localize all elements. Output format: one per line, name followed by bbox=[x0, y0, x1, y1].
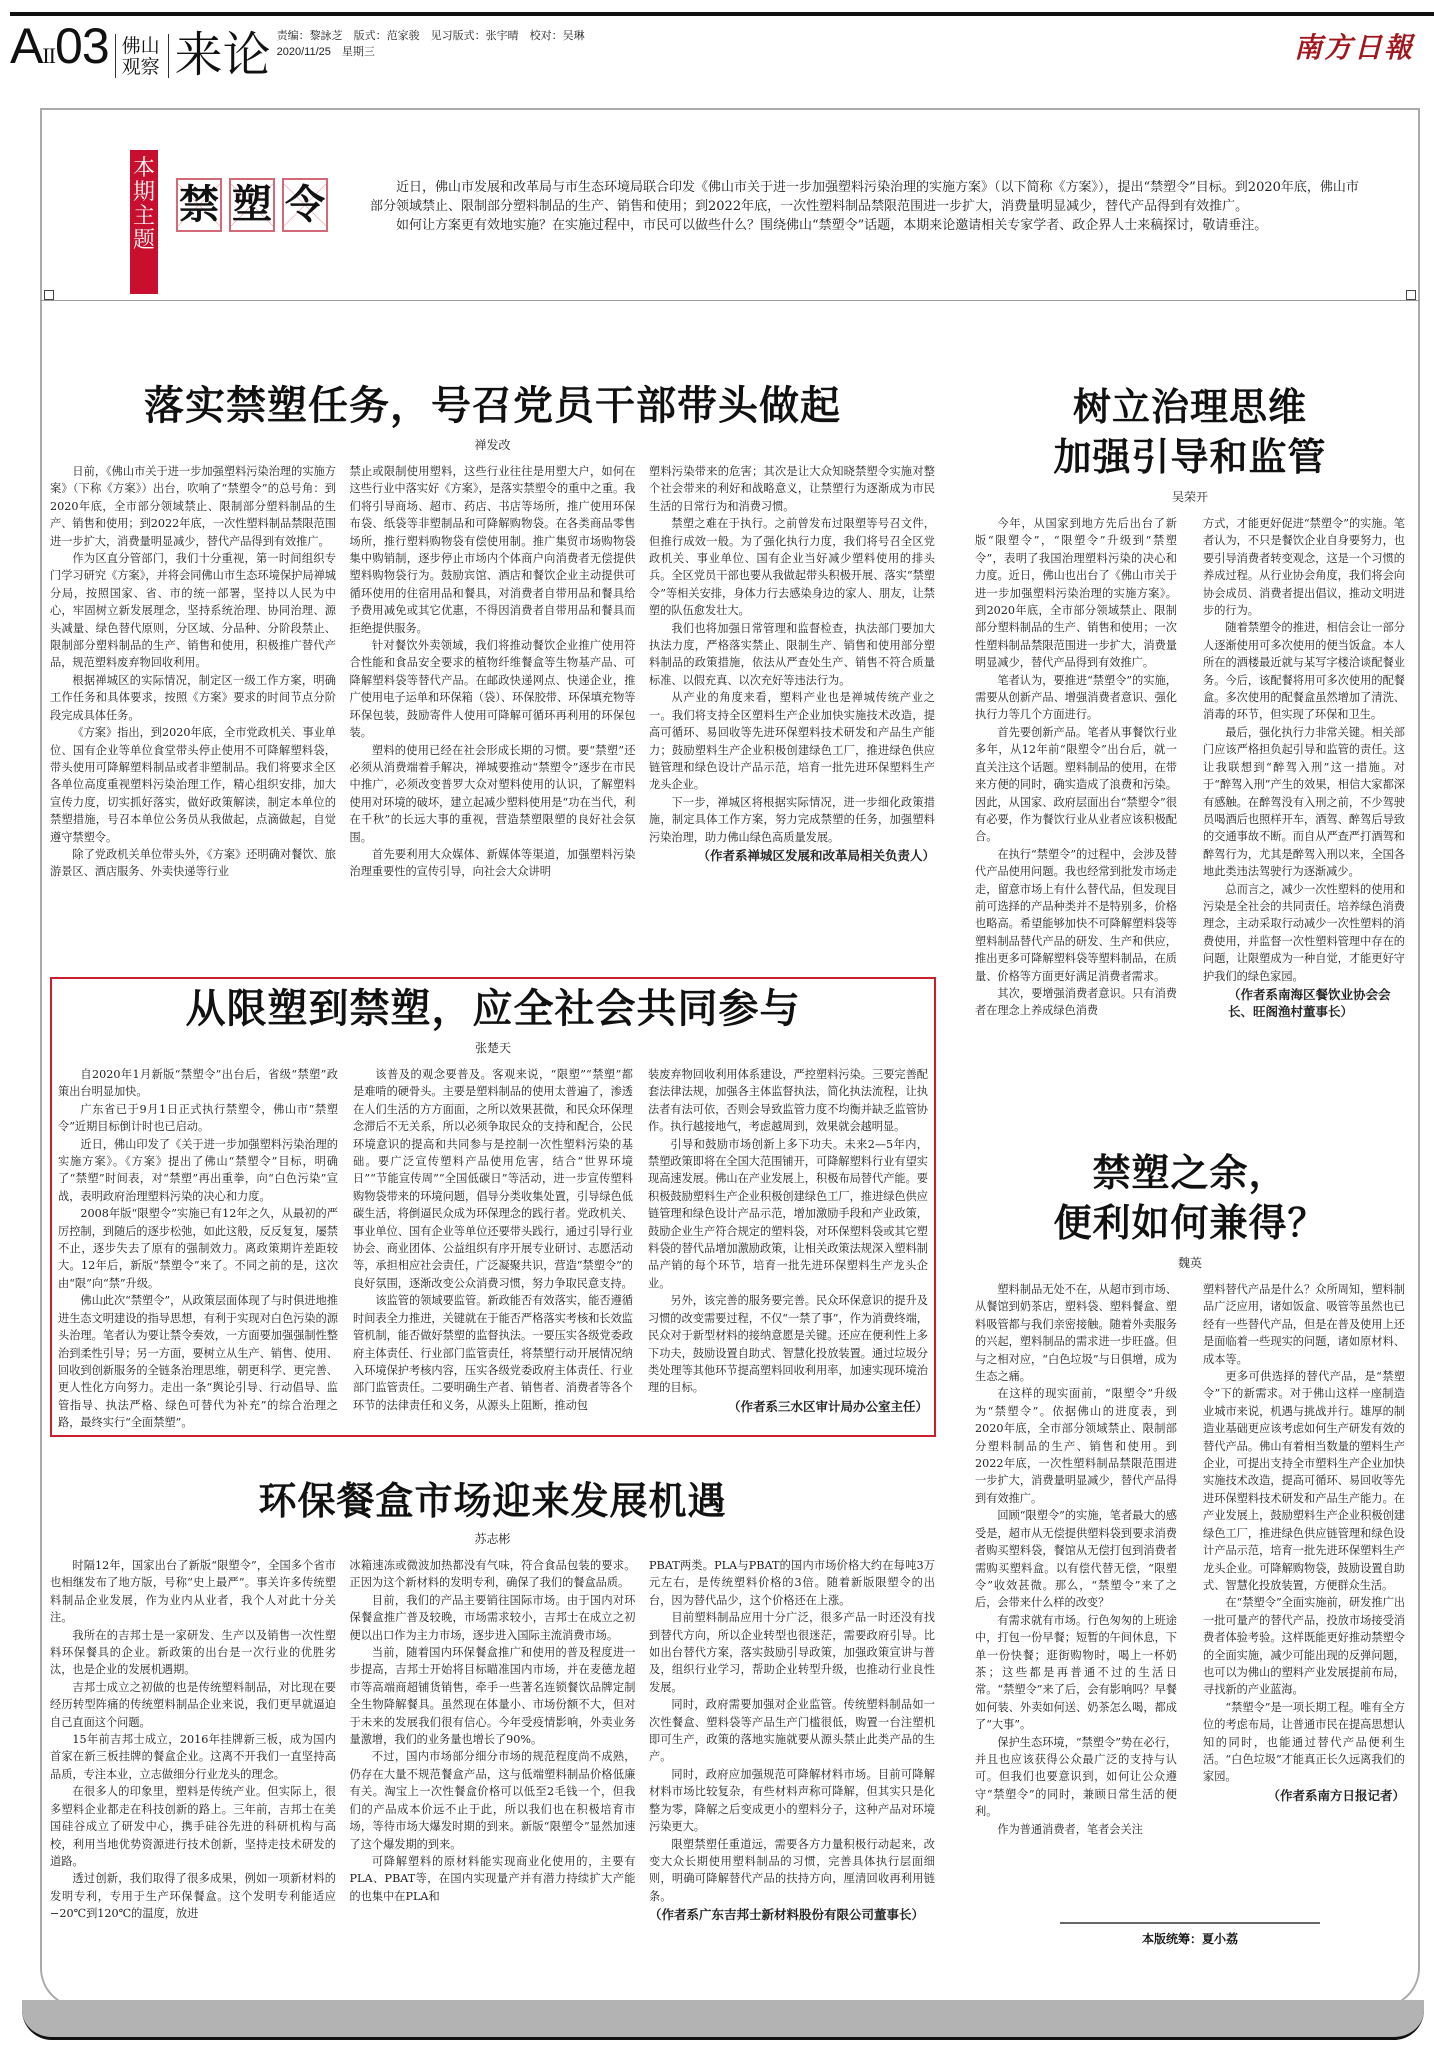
article-paragraph: 我们也将加强日常管理和监督检查，执法部门要加大执法力度，严格落实禁止、限制生产、销售和使用部分塑料制品的政策措施，依法从严查处生产、销售不符合质量标准、以假充真、以次充好等违法行为。 bbox=[649, 621, 935, 687]
article-paragraph: 在“禁塑令”全面实施前，研发推广出一批可量产的替代产品，投放市场接受消费者体验考验。这样既能更好推动禁塑令的全面实施，减少可能出现的反弹问题，也可以为佛山的塑料产业发展提前布局，寻找新的产业蓝海。 bbox=[1203, 1596, 1405, 1697]
article-paragraph: 从产业的角度来看，塑料产业也是禅城传统产业之一。我们将支持全区塑料生产企业加快实施技术改造，提高可循环、易回收等先进环保塑料技术研发和产品生产能力；鼓励塑料生产企业积极创建绿色工厂，推进绿色供应链管理和绿色设计产品示范，培育一批先进环保塑料生产龙头企业。 bbox=[649, 691, 935, 792]
article-author: 吴荣开 bbox=[1171, 490, 1208, 504]
article-paragraph: 近日，佛山印发了《关于进一步加强塑料污染治理的实施方案》。《方案》提出了佛山“禁塑令”目标，明确了“禁塑”时间表，对“禁塑”再出重拳，向“白色污染”宣战，表明政府治理塑料污染的决心和力度。 bbox=[58, 1137, 338, 1203]
article-paragraph: 今年，从国家到地方先后出台了新版“限塑令”，“限塑令”升级到“禁塑令”，表明了我国治理塑料污染的决心和力度。近日，佛山也出台了《佛山市关于进一步加强塑料污染治理的实施方案》。到2020年底，全市部分领域禁止、限制部分塑料制品的生产、销售和使用；一次性塑料制品禁限范围进一步扩大，消费量明显减少，替代产品得到有效推广。 bbox=[975, 517, 1177, 670]
article-paragraph: 随着禁塑令的推进，相信会让一部分人逐渐使用可多次使用的便当饭盒。本人所在的酒楼最近就与某写字楼洽谈配餐业务。今后，该配餐将用可多次使用的配餐盒。多次使用的配餐盒虽然增加了清洗、消毒的环节，但实现了环保和卫生。 bbox=[1203, 621, 1405, 722]
article-paragraph: 根据禅城区的实际情况，制定区一级工作方案，明确工作任务和具体要求，按照《方案》要求的时间节点分阶段完成具体任务。 bbox=[50, 673, 336, 722]
topic-char: 塑 bbox=[229, 178, 275, 232]
article-column bbox=[350, 1557, 636, 1925]
article-paragraph: 自2020年1月新版“禁塑令”出台后，省级“禁塑”政策出台明显加快。 bbox=[58, 1068, 338, 1099]
page-header bbox=[10, 18, 585, 82]
corner-ornament-icon bbox=[44, 290, 54, 300]
article-paragraph: “禁塑令”是一项长期工程。唯有全方位的考虑布局，让普通市民在提高思想认知的同时，也能通过替代产品便利生活。“白色垃圾”才能真正长久远离我们的家园。 bbox=[1203, 1700, 1405, 1784]
article-column bbox=[1203, 1281, 1405, 1838]
article-paragraph: 禁塑之余， bbox=[1092, 1150, 1288, 1195]
page-number bbox=[10, 20, 109, 82]
article-paragraph: 禁塑之难在于执行。之前曾发布过限塑等号召文件，但推行成效一般。为了强化执行力度，我们将号召全区党政机关、事业单位、国有企业当好减少塑料使用的排头兵。全区党员干部也要从我做起带头积极开展、落实“禁塑令”等相关安排，身体力行去感染身边的家人、朋友，让禁塑的队伍愈发壮大。 bbox=[649, 517, 935, 618]
article-paragraph: 当前，随着国内环保餐盒推广和使用的普及程度进一步提高，吉邦士开始将目标瞄准国内市场，并在麦德龙超市等高端商超铺货销售，牵手一些著名连锁餐饮品牌定制全生物降解餐具。虽然现在体量小、市场份额不大，但对于未来的发展我们很有信心。今年受疫情影响，外卖业务量激增，我们的业务量也增长了90%。 bbox=[349, 1646, 636, 1747]
article-column bbox=[353, 1066, 633, 1430]
article-3 bbox=[58, 985, 928, 1430]
article-paragraph: 下一步，禅城区将根据实际情况，进一步细化政策措施，制定具体工作方案，努力完成禁塑的任务，加强塑料污染治理，助力佛山绿色高质量发展。 bbox=[649, 795, 935, 844]
intro-paragraph: 如何让方案更有效地实施？在实施过程中，市民可以做些什么？围绕佛山“禁塑令”话题，本期来论邀请相关专家学者、政企界人士来稿探讨，敬请垂注。 bbox=[396, 218, 1268, 233]
article-column bbox=[649, 463, 935, 881]
article-paragraph: 塑料的使用已经在社会形成长期的习惯。要“禁塑”还必须从消费端着手解决，禅城要推动“禁塑令”逐步在市民中推广，必须改变普罗大众对塑料使用的认识，了解塑料使用对环境的破坏，建立起减少塑料使用是“功在当代，利在千秋”的长远大事的重视，营造禁塑限塑的良好社会氛围。 bbox=[349, 743, 636, 844]
header-divider bbox=[168, 34, 169, 78]
article-paragraph: 日前，《佛山市关于进一步加强塑料污染治理的实施方案》（下称《方案》）出台，吹响了“禁塑令”的总号角：到2020年底，全市部分领域禁止、限制部分塑料制品的生产、销售和使用；到2022年底，一次性塑料制品禁限范围进一步扩大，消费量明显减少，替代产品得到有效推广。 bbox=[50, 465, 336, 548]
topic-intro bbox=[370, 178, 1360, 235]
newspaper-logo: 南方日報 bbox=[1293, 31, 1414, 64]
article-paragraph: 佛山此次“禁塑令”，从政策层面体现了与时俱进地推进生态文明建设的指导思想，有利于实现对白色污染的源头治理。笔者认为要让禁令奏效，一方面要加强强制性整治到柔性引导；另一方面，要树立从生产、销售、使用、回收到创新服务的全链条治理思维，朝更科学、更完善、更人性化方向努力。走出一条“舆论引导、行动倡导、监管指导、执法严格、绿色可替代为补充”的综合治理之路，最终实行“全面禁塑”。 bbox=[58, 1294, 338, 1430]
article-paragraph: 同时，政府应加强规范可降解材料市场。目前可降解材料市场比较复杂，有些材料声称可降解，但其实只是化整为零，降解之后变成更小的塑料分子，这种产品对环境污染更大。 bbox=[649, 1767, 935, 1834]
article-paragraph: 观察 bbox=[121, 57, 160, 78]
article-paragraph: 冰箱速冻或微波加热都没有气味，符合食品包装的要求。正因为这个新材料的发明专利，确保了我们的餐盒品质。 bbox=[349, 1559, 636, 1590]
article-column bbox=[648, 1066, 928, 1430]
article-paragraph: 笔者认为，要推进“禁塑令”的实施，需要从创新产品、增强消费者意识、强化执行力等几个方面进行。 bbox=[975, 673, 1177, 722]
article-title bbox=[975, 382, 1405, 482]
article-paragraph: 针对餐饮外卖领域，我们将推动餐饮企业推广使用符合性能和食品安全要求的植物纤维餐盒等生物基产品、可降解塑料袋等替代产品。在邮政快递网点、快递企业，推广使用电子运单和环保箱（袋）、环保胶带、环保填充物等环保包装，鼓励寄件人使用可降解可循环再利用的环保包装。 bbox=[349, 639, 636, 740]
author-note: （作者系南方日报记者） bbox=[1267, 1788, 1405, 1803]
article-paragraph: 首先要创新产品。笔者从事餐饮行业多年，从12年前“限塑令”出台后，就一直关注这个话题。塑料制品的使用，在带来方便的同时，确实造成了浪费和污染。因此，从国家、政府层面出台“禁塑令”很有必要，作为餐饮行业从业者应该积极配合。 bbox=[975, 725, 1177, 844]
article-paragraph: 目前，我们的产品主要销往国际市场。由于国内对环保餐盒推广普及较晚，市场需求较小，吉邦士在成立之初便以出口作为主力市场，逐步进入国际主流消费市场。 bbox=[349, 1593, 636, 1642]
article-paragraph: 15年前吉邦士成立，2016年挂牌新三板，成为国内首家在新三板挂牌的餐盒企业。这离不开我们一直坚持高品质，专注本业，立志做细分行业龙头的理念。 bbox=[50, 1733, 336, 1781]
section-name bbox=[122, 36, 162, 78]
article-paragraph: 树立治理思维 bbox=[1072, 384, 1307, 429]
article-paragraph: 限塑禁塑任重道远，需要各方力量积极行动起来，改变大众长期使用塑料制品的习惯，完善具体执行层面细则，明确可降解替代产品的扶持方向，厘清回收再利用链条。 bbox=[649, 1837, 935, 1903]
article-paragraph: 加强引导和监管 bbox=[1053, 434, 1327, 479]
article-paragraph: 透过创新，我们取得了很多成果，例如一项新材料的发明专利，专用于生产环保餐盒。这个发明专利能适应−20℃到120℃的温度，放进 bbox=[50, 1872, 336, 1921]
masthead-rule bbox=[10, 12, 1434, 16]
article-title: 从限塑到禁塑，应全社会共同参与 bbox=[185, 985, 801, 1032]
article-paragraph: 作为区直分管部门，我们十分重视，第一时间组织专门学习研究《方案》，并将会同佛山市生态环境保护局禅城分局，按照国家、省、市的统一部署，坚持以人民为中心，牢固树立新发展理念，坚持系统治理、协同治理、源头减量、绿色替代原则，分区域、分品种、分阶段禁止、限制部分塑料制品的生产、销售和使用，积极推广替代产品，规范塑料废弃物回收利用。 bbox=[50, 552, 336, 670]
article-paragraph: PBAT两类。PLA与PBAT的国内市场价格大约在每吨3万元左右，是传统塑料价格的3倍。随着新版限塑令的出台，因为替代品少，这个价格还在上涨。 bbox=[649, 1559, 935, 1607]
article-column bbox=[1203, 515, 1405, 1022]
article-title: 落实禁塑任务，号召党员干部带头做起 bbox=[144, 382, 841, 429]
article-column bbox=[975, 515, 1177, 1022]
article-paragraph: 塑料污染带来的危害；其次是让大众知晓禁塑令实施对整个社会带来的利好和战略意义，让禁塑行为逐渐成为市民生活的日常行为和消费习惯。 bbox=[649, 465, 935, 513]
intro-paragraph: 近日，佛山市发展和改革局与市生态环境局联合印发《佛山市关于进一步加强塑料污染治理的实施方案》（以下简称《方案》），提出“禁塑令”目标。到2020年底，佛山市部分领域禁止、限制部分塑料制品的生产、销售和使用；到2022年底，一次性塑料制品禁限范围进一步扩大，消费量明显减少，替代产品得到有效推广。 bbox=[370, 180, 1359, 214]
article-paragraph: 在这样的现实面前，“限塑令”升级为“禁塑令”。依据佛山的进度表，到2020年底，全市部分领域禁止、限制部分塑料制品的生产、销售和使用。到2022年底，一次性塑料制品禁限范围进一步扩大，消费量明显减少，替代产品得到有效推广。 bbox=[975, 1387, 1177, 1505]
article-author: 张楚天 bbox=[474, 1041, 511, 1055]
article-paragraph: 在执行“禁塑令”的过程中，会涉及替代产品使用问题。我也经常到批发市场走走，留意市场上有什么替代品，但发现目前可选择的产品种类并不是特别多，价格也略高。希望能够加快不可降解塑料袋等塑料制品替代产品的研发、生产和供应，推出更多可降解塑料袋等塑料制品，在质量、价格等方面更好满足消费者需求。 bbox=[975, 847, 1177, 983]
article-paragraph: 最后，强化执行力非常关键。相关部门应该严格担负起引导和监管的责任。这让我联想到“醉驾入刑”这一措施。对于“醉驾入刑”产生的效果，相信大家都深有感触。在醉驾没有入刑之前，不少驾驶员喝酒后也照样开车，酒驾、醉驾后导致的交通事故不断。而自从严查严打酒驾和醉驾行为，尤其是醉驾入刑以来，全国各地此类违法驾驶行为逐渐减少。 bbox=[1203, 725, 1405, 879]
topic-char: 令 bbox=[282, 178, 328, 232]
article-paragraph: 该监管的领域要监管。新政能否有效落实，能否遵循时间表全力推进，关键就在于能否严格落实考核和长效监管机制，能否做好禁塑的监督执法。一要压实各级党委政府主体责任、行业部门监管责任，将禁塑行动开展情况纳入环境保护考核内容，压实各级党委政府主体责任、行业部门监管责任。二要明确生产者、销售者、消费者等各个环节的法律责任和义务，从源头上阻断，推动包 bbox=[353, 1294, 633, 1412]
topic-char: 禁 bbox=[176, 178, 222, 232]
article-paragraph: 方式，才能更好促进“禁塑令”的实施。笔者认为，不只是餐饮企业自身要努力，也要引导消费者转变观念，这是一个习惯的养成过程。从行业协会角度，我们将会向协会成员、消费者提出倡议，推动文明进步的行为。 bbox=[1203, 517, 1405, 618]
article-paragraph: 塑料替代产品是什么？众所周知，塑料制品广泛应用，诸如饭盒、吸管等虽然也已经有一些替代产品，但是在普及使用上还是面临着一些现实的问题，诸如原材料、成本等。 bbox=[1203, 1283, 1405, 1366]
author-note: （作者系广东吉邦士新材料股份有限公司董事长） bbox=[649, 1908, 925, 1923]
article-column bbox=[50, 1557, 336, 1925]
article-paragraph: 《方案》指出，到2020年底，全市党政机关、事业单位、国有企业等单位食堂带头停止使用不可降解塑料袋，带头使用可降解塑料制品或者非塑制品。我们将要求全区各单位高度重视塑料污染治理工作，精心组织安排，加大宣传力度，切实抓好落实，做好政策解读，制定本单位的禁塑措施，号召本单位公务员从我做起，点滴做起，自觉遵守禁塑令。 bbox=[50, 726, 336, 844]
column-name: 来论 bbox=[174, 29, 271, 82]
article-paragraph: 更多可供选择的替代产品，是“禁塑令”下的新需求。对于佛山这样一座制造业城市来说，机遇与挑战并行。雄厚的制造业基础更应该考虑如何生产研发有效的替代产品。佛山有着相当数量的塑料生产企业，可提出支持全市塑料生产企业加快实施技术改造，提高可循环、易回收等先进环保塑料技术研发和产品生产能力。在产业发展上，鼓励塑料生产企业积极创建绿色工厂，推进绿色供应链管理和绿色设计产品示范，培育一批先进环保塑料生产龙头企业。可降解购物袋，鼓励设置自助式、智慧化投放装置，方便群众生活。 bbox=[1203, 1370, 1405, 1592]
author-note: （作者系三水区审计局办公室主任） bbox=[727, 1399, 928, 1414]
article-paragraph: 另外，该完善的服务要完善。民众环保意识的提升及习惯的改变需要过程，不仅“一禁了事”，作为消费终端，民众对于新型材料的接纳意愿是关键。还应在便利性上多下功夫，鼓励设置自助式、智慧化投放装置。通过垃圾分类处理等其他环节提高塑料回收利用率，加速实现环境治理的目标。 bbox=[648, 1294, 928, 1395]
article-paragraph: 保护生态环境，“禁塑令”势在必行，并且也应该获得公众最广泛的支持与认可。但我们也要意识到，如何让公众遵守“禁塑令”的同时，兼顾日常生活的便利。 bbox=[975, 1735, 1177, 1819]
author-note: （作者系南海区餐饮业协会会长、旺阁渔村董事长） bbox=[1228, 987, 1391, 1020]
article-paragraph: 在很多人的印象里，塑料是传统产业。但实际上，很多塑料企业都走在科技创新的路上。三年前，吉邦士在美国硅谷成立了研发中心，携手硅谷先进的科研机构与高校，利用当地优势资源进行技术创新，坚持走技术研发的道路。 bbox=[50, 1785, 336, 1868]
article-5 bbox=[50, 1478, 935, 1993]
article-title: 环保餐盒市场迎来发展机遇 bbox=[258, 1478, 727, 1523]
article-paragraph: 03 bbox=[55, 18, 109, 74]
article-paragraph: 禁止或限制使用塑料，这些行业往往是用塑大户，如何在这些行业中落实好《方案》，是落实禁塑令的重中之重。我们将引导商场、超市、药店、书店等场所，推广使用环保布袋、纸袋等非塑制品和可降解购物袋。在各类商品零售场所，推行塑料购物袋有偿使用制。推广集贸市场购物袋集中购销制，逐步停止市场内个体商户向消费者无偿提供塑料购物袋行为。鼓励宾馆、酒店和餐饮企业主动提供可循环使用的住宿用品和餐具，对消费者自带用品和餐具给予费用减免或其它优惠，不得因消费者自带用品和餐具而拒绝提供服务。 bbox=[349, 465, 636, 635]
article-paragraph: 我所在的吉邦士是一家研发、生产以及销售一次性塑料环保餐具的企业。新政策的出台是一次行业的优胜劣汰，也是企业的发展机遇期。 bbox=[50, 1628, 336, 1677]
article-paragraph: 引导和鼓励市场创新上多下功夫。未来2—5年内，禁塑政策即将在全国大范围铺开，可降解塑料行业有望实现高速发展。佛山在产业发展上，积极布局替代产能。要积极鼓励塑料生产企业积极创建绿色工厂，推进绿色供应链管理和绿色设计产品示范，增加激励手段和产业政策，鼓励企业生产符合规定的塑料袋，对环保塑料袋或其它塑料袋的替代品增加激励政策，让相关政策法规深入塑料制品产销的每个环节，培育一批先进环保塑料生产龙头企业。 bbox=[648, 1137, 928, 1290]
article-paragraph: 回顾“限塑令”的实施，笔者最大的感受是，超市从无偿提供塑料袋到要求消费者购买塑料袋，餐馆从无偿打包到消费者需购买塑料盒。以有偿代替无偿，“限塑令”收效甚微。那么，“禁塑令”来了之后，会带来什么样的改变？ bbox=[975, 1509, 1177, 1610]
page-meta bbox=[277, 28, 585, 60]
article-title bbox=[975, 1148, 1405, 1248]
article-paragraph: 目前塑料制品应用十分广泛，很多产品一时还没有找到替代方向，所以企业转型也很迷茫，需要政府引导。比如出台替代方案，落实鼓励引导政策，加强政策宣讲与普及，组织行业学习，帮助企业转型升级，也推动行业良性发展。 bbox=[649, 1611, 935, 1694]
article-paragraph: 有需求就有市场。行色匆匆的上班途中，打包一份早餐；短暂的午间休息，下单一份快餐；逛街购物时，喝上一杯奶茶；这些都是再普通不过的生活日常。“禁塑令”来了后，会有影响吗？早餐如何装、外卖如何送、奶茶怎么喝，都成了“大事”。 bbox=[975, 1613, 1177, 1732]
topic-label: 本期主题 bbox=[130, 150, 158, 294]
article-paragraph: A bbox=[10, 18, 43, 74]
article-paragraph: 佛山 bbox=[121, 36, 160, 57]
article-1 bbox=[50, 382, 935, 967]
article-paragraph: 该普及的观念要普及。客观来说，“限塑”“禁塑”都是难啃的硬骨头。主要是塑料制品的使用太普遍了，渗透在人们生活的方方面面，之所以效果甚微，和民众环保理念滞后不无关系，所以必须争取民众的支持和配合，公民环境意识的提高和共同参与是控制一次性塑料污染的基础。要广泛宣传塑料产品使用危害，结合“世界环境日”“节能宣传周”“全国低碳日”等活动，进一步宣传塑料购物袋带来的环境问题，倡导分类收集处置，引导绿色低碳生活，将倒逼民众成为环保理念的践行者。党政机关、事业单位、国有企业等单位还要带头践行，通过引导行业协会、商业团体、公益组织有序开展专业研讨、志愿活动等，承担相应社会责任，广泛凝聚共识，营造“禁塑令”的良好氛围，逐渐改变公众消费习惯，努力争取民意支持。 bbox=[353, 1068, 633, 1290]
article-paragraph: 塑料制品无处不在，从超市到市场、从餐馆到奶茶店，塑料袋、塑料餐盒、塑料吸管都与我们亲密接触。随着外卖服务的兴起，塑料制品的需求进一步旺盛。但与之相对应，“白色垃圾”与日俱增，成为生态之痛。 bbox=[975, 1283, 1177, 1384]
page-coordinator: 本版统筹：夏小荔 bbox=[1060, 1922, 1320, 1947]
intro-divider bbox=[40, 300, 1420, 301]
author-note: （作者系禅城区发展和改革局相关负责人） bbox=[697, 848, 935, 863]
article-paragraph: 不过，国内市场部分细分市场的规范程度尚不成熟，仍存在大量不规范餐盒产品，这与低端塑料制品价格低廉有关。淘宝上一次性餐盒价格可以低至2毛钱一个，但我们的产品成本价远不止于此，所以我们也在积极培育市场，等待市场大爆发时期的到来。新版“限塑令”显然加速了这个爆发期的到来。 bbox=[349, 1750, 636, 1851]
header-divider bbox=[115, 34, 116, 78]
article-2 bbox=[975, 382, 1405, 1137]
article-4 bbox=[975, 1148, 1405, 1908]
corner-ornament-icon bbox=[1406, 290, 1416, 300]
article-paragraph: 2008年版“限塑令”实施已有12年之久，从最初的严厉控制，到随后的逐步松弛，如此这般，反反复复，屡禁不止，逐步失去了原有的强制效力。离政策期许差距较大。12年后，新版“禁塑令”来了。不同之前的是，这次由“限”向“禁”升级。 bbox=[58, 1207, 338, 1290]
article-paragraph: 首先要利用大众媒体、新媒体等渠道，加强塑料污染治理重要性的宣传引导，向社会大众讲明 bbox=[349, 847, 636, 879]
article-paragraph: 可降解塑料的原材料能实现商业化使用的，主要有PLA、PBAT等，在国内实现量产并有潜力持续扩大产能的也集中在PLA和 bbox=[349, 1854, 636, 1903]
article-author: 魏英 bbox=[1177, 1256, 1202, 1270]
issue-date: 2020/11/25 星期三 bbox=[276, 46, 375, 58]
page-frame-shadow bbox=[22, 2000, 1424, 2040]
article-paragraph: 吉邦士成立之初做的也是传统塑料制品，对比现在要经历转型阵痛的传统塑料制品企业来说，我们更早就逼迫自己直面这个问题。 bbox=[50, 1680, 336, 1729]
article-paragraph: 其次，要增强消费者意识。只有消费者在理念上养成绿色消费 bbox=[975, 986, 1177, 1018]
article-column bbox=[58, 1066, 338, 1430]
article-author: 苏志彬 bbox=[474, 1532, 511, 1546]
credits: 责编：黎詠芝 版式：范家骏 见习版式：张宇晴 校对：吴琳 bbox=[276, 30, 585, 42]
article-paragraph: 作为普通消费者，笔者会关注 bbox=[997, 1822, 1143, 1836]
article-paragraph: 时隔12年，国家出台了新版“限塑令”，全国多个省市也相继发布了地方版，号称“史上最严”。事关许多传统塑料制品企业发展，作为业内从业者，我个人对此十分关注。 bbox=[50, 1559, 336, 1625]
article-paragraph: 广东省已于9月1日正式执行禁塑令，佛山市“禁塑令”近期目标倒计时也已启动。 bbox=[58, 1102, 338, 1134]
article-paragraph: 装废弃物回收利用体系建设，严控塑料污染。三要完善配套法律法规，加强各主体监督执法，简化执法流程，让执法者有法可依，否则会导致监管力度不均衡并缺乏监管协作。执行越接地气，考虑越周到，效果就会越明显。 bbox=[648, 1068, 928, 1134]
article-column bbox=[350, 463, 636, 881]
article-column bbox=[50, 463, 336, 881]
article-column bbox=[649, 1557, 935, 1925]
article-paragraph: 除了党政机关单位带头外，《方案》还明确对餐饮、旅游景区、酒店服务、外卖快递等行业 bbox=[50, 847, 336, 879]
article-paragraph: 总而言之，减少一次性塑料的使用和污染是全社会的共同责任。培养绿色消费理念，主动采取行动减少一次性塑料的消费使用，并监督一次性塑料管理中存在的问题，让限塑成为一种自觉，才能更好守护我们的绿色家园。 bbox=[1203, 882, 1405, 983]
article-author: 禅发改 bbox=[474, 438, 511, 452]
article-paragraph: 同时，政府需要加强对企业监管。传统塑料制品如一次性餐盒、塑料袋等产品生产门槛很低，购置一台注塑机即可生产，政策的落地实施就要从源头禁止此类产品的生产。 bbox=[649, 1698, 935, 1764]
article-paragraph: II bbox=[42, 43, 56, 68]
article-paragraph: 便利如何兼得？ bbox=[1053, 1200, 1327, 1245]
topic-title bbox=[176, 178, 328, 232]
article-column bbox=[975, 1281, 1177, 1838]
